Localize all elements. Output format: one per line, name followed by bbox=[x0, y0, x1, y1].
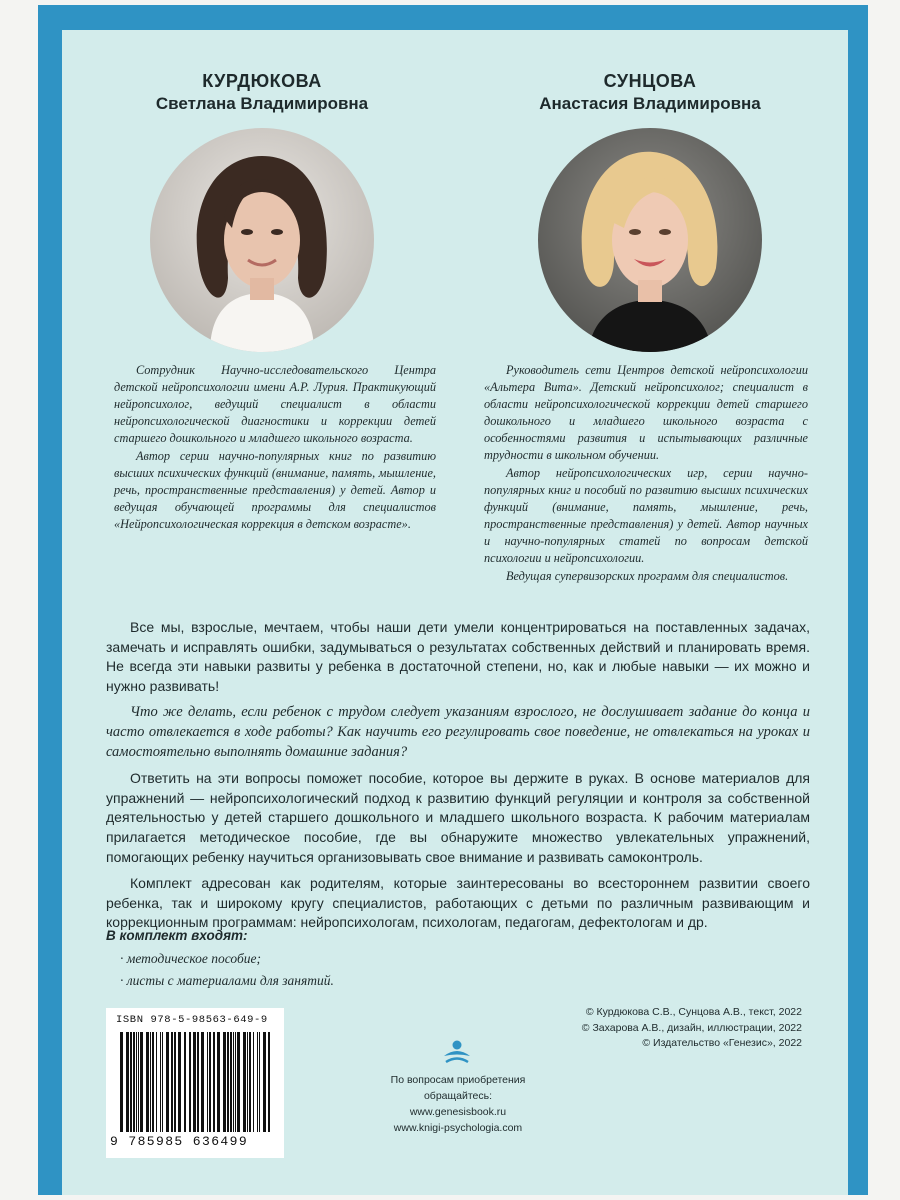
copyright-block bbox=[582, 1005, 802, 1052]
book-description bbox=[106, 618, 810, 940]
purchase-info bbox=[358, 1072, 558, 1136]
barcode-bars-icon bbox=[120, 1032, 272, 1132]
description-paragraph: Комплект адресован как родителям, которые заинтересованы во всестороннем развитии своего ребенка, так и широкому кругу специалистов, работающих с детьми по различным развивающим и коррекционным программам: нейропсихологам, психологам, педагогам, дефектологам и др. bbox=[106, 875, 810, 931]
author-surname: СУНЦОВА bbox=[603, 71, 697, 91]
isbn-barcode bbox=[106, 1008, 284, 1158]
purchase-site: www.knigi-psychologia.com bbox=[393, 1122, 523, 1134]
description-paragraph: Что же делать, если ребенок с трудом следует указаниям взрослого, не дослушивает задание до конца и часто отвлекается в ходе работы? Как научить его регулировать свое поведение, не отвлекаться на уроках и самостоятельно выполнять домашние задания? bbox=[106, 704, 810, 760]
bio-paragraph: Ведущая супервизорских программ для специалистов. bbox=[506, 569, 789, 583]
author-bio-left bbox=[114, 362, 436, 534]
author-name: Анастасия Владимировна bbox=[539, 94, 761, 113]
description-paragraph: Ответить на эти вопросы поможет пособие, которое вы держите в руках. В основе материалов для упражнений — нейропсихологический подход к развитию функций регуляции и контроля за собственной деятельностью у детей старшего дошкольного и младшего школьного возраста. К рабочим материалам прилагается методическое пособие, где вы обнаружите множество увлекательных упражнений, помогающих ребенку научиться организовывать свое внимание и развивать самоконтроль. bbox=[106, 770, 810, 865]
description-paragraph: Все мы, взрослые, мечтаем, чтобы наши дети умели концентрироваться на поставленных задачах, замечать и исправлять ошибки, задумываться о результатах собственных действий и планировать время. Не всегда эти навыки развиты у ребенка в достаточной степени, но, как и любые навыки — их можно и нужно развивать! bbox=[106, 619, 810, 694]
copyright-line: © Курдюкова С.В., Сунцова А.В., текст, 2022 bbox=[585, 1006, 802, 1018]
author-surname: КУРДЮКОВА bbox=[202, 71, 322, 91]
genesis-logo-icon bbox=[442, 1040, 472, 1069]
purchase-site: www.genesisbook.ru bbox=[409, 1106, 507, 1118]
author-photo-suntsova bbox=[538, 128, 762, 352]
bio-paragraph: Сотрудник Научно-исследовательского Центра детской нейропсихологии имени А.Р. Лурия. Практикующий нейропсихолог, ведущий специалист в области нейропсихологической диагностики и коррекции детей старшего дошкольного и младшего школьного возраста. bbox=[114, 363, 436, 445]
author-left bbox=[72, 70, 452, 352]
copyright-line: © Издательство «Генезис», 2022 bbox=[642, 1037, 802, 1049]
author-bio-right bbox=[484, 362, 808, 586]
kit-title: В комплект входят: bbox=[106, 928, 248, 943]
author-name: Светлана Владимировна bbox=[155, 94, 369, 113]
purchase-label: По вопросам приобретения обращайтесь: bbox=[390, 1074, 526, 1102]
bio-paragraph: Руководитель сети Центров детской нейропсихологии «Альтера Вита». Детский нейропсихолог; специалист в области нейропсихологической коррекции детей старшего дошкольного и младшего школьного возраста с особенностями развития и испытывающих различные трудности в школьном обучении. bbox=[484, 363, 808, 462]
copyright-line: © Захарова А.В., дизайн, иллюстрации, 2022 bbox=[581, 1021, 802, 1034]
author-right bbox=[460, 70, 840, 352]
ean-number: 9 785985 636499 bbox=[110, 1134, 249, 1149]
cover-panel bbox=[62, 30, 848, 1195]
kit-contents bbox=[106, 928, 506, 992]
bio-paragraph: Автор серии научно-популярных книг по развитию высших психических функций (внимание, память, мышление, речь, пространственные представления) у детей. Автор и ведущая обучающей программы для специалистов «Нейропсихологическая коррекция в детском возрасте». bbox=[114, 449, 436, 531]
kit-item: · методическое пособие; bbox=[106, 948, 506, 970]
isbn-number: ISBN 978-5-98563-649-9 bbox=[116, 1014, 268, 1026]
bio-paragraph: Автор нейропсихологических игр, серии научно-популярных книг и пособий по развитию высших психических функций (внимание, память, мышление, речь, пространственные представления) у детей. Автор научных и научно-популярных статей по вопросам детской психологии и нейропсихологии. bbox=[484, 466, 808, 565]
kit-item: · листы с материалами для занятий. bbox=[106, 970, 506, 992]
author-photo-kurdyukova bbox=[150, 128, 374, 352]
